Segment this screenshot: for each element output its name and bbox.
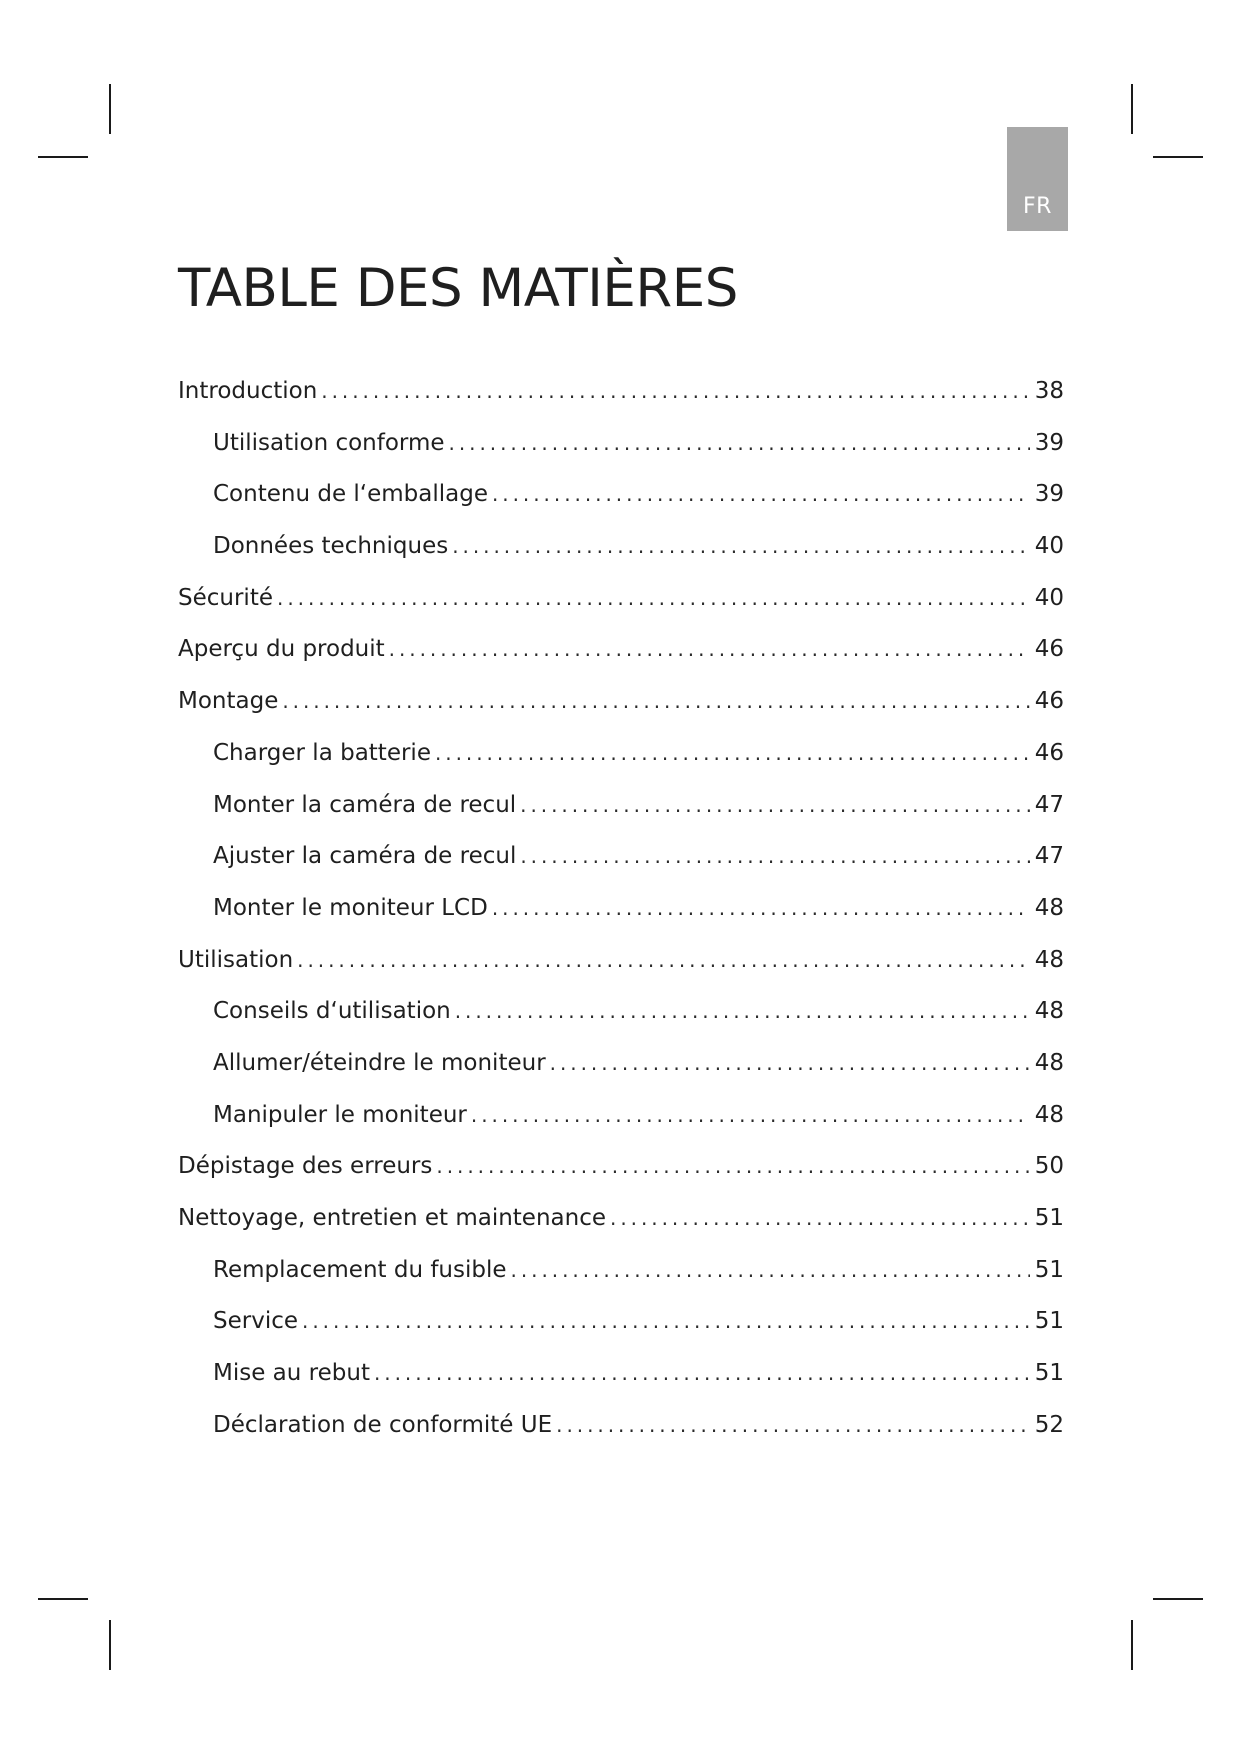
toc-entry[interactable]: [178, 883, 1064, 935]
toc-entry-label: Monter la caméra de recul: [213, 791, 517, 818]
toc-entry-page-number: 39: [1034, 429, 1064, 456]
toc-entry[interactable]: [178, 1348, 1064, 1400]
toc-entry-page-number: 48: [1034, 946, 1064, 973]
language-tab-label: FR: [1023, 194, 1052, 219]
toc-entry-page-number: 51: [1034, 1308, 1064, 1335]
crop-mark-bottom-left-horizontal: [38, 1598, 88, 1600]
toc-entry-page-number: 51: [1034, 1256, 1064, 1283]
toc-entry[interactable]: [178, 986, 1064, 1038]
toc-entry[interactable]: [178, 1038, 1064, 1090]
toc-entry-label: Déclaration de conformité UE: [213, 1411, 553, 1438]
toc-entry-label: Utilisation conforme: [213, 429, 445, 456]
toc-entry-label: Nettoyage, entretien et maintenance: [178, 1205, 606, 1231]
toc-dot-leader: [389, 624, 1030, 676]
toc-entry[interactable]: [178, 521, 1064, 573]
crop-mark-bottom-right-vertical: [1131, 1620, 1133, 1670]
toc-entry-label: Manipuler le moniteur: [213, 1101, 467, 1128]
toc-entry-label: Sécurité: [178, 584, 273, 611]
language-tab: [1007, 127, 1068, 231]
toc-entry-page-number: 51: [1034, 1205, 1064, 1231]
crop-mark-bottom-left-vertical: [109, 1620, 111, 1670]
toc-entry-label: Service: [213, 1308, 299, 1335]
toc-entry[interactable]: [178, 1245, 1064, 1297]
toc-dot-leader: [492, 883, 1030, 935]
toc-entry[interactable]: [178, 831, 1064, 883]
toc-entry-page-number: 46: [1034, 688, 1064, 715]
toc-dot-leader: [435, 728, 1030, 780]
toc-entry[interactable]: [178, 573, 1064, 625]
page-title: TABLE DES MATIÈRES: [178, 258, 738, 319]
toc-dot-leader: [520, 831, 1030, 883]
toc-dot-leader: [302, 1296, 1030, 1348]
toc-dot-leader: [277, 573, 1030, 625]
toc-entry[interactable]: [178, 624, 1064, 676]
toc-entry-label: Utilisation: [178, 946, 294, 973]
toc-entry-page-number: 38: [1034, 378, 1064, 404]
toc-dot-leader: [282, 676, 1030, 728]
toc-dot-leader: [471, 1090, 1030, 1142]
toc-entry-page-number: 39: [1034, 481, 1064, 508]
toc-entry-label: Monter le moniteur LCD: [213, 894, 488, 921]
toc-dot-leader: [556, 1400, 1030, 1452]
toc-entry-label: Conseils d‘utilisation: [213, 998, 451, 1025]
toc-entry[interactable]: [178, 728, 1064, 780]
toc-entry[interactable]: [178, 935, 1064, 987]
toc-entry-label: Mise au rebut: [213, 1360, 370, 1387]
toc-entry-label: Charger la batterie: [213, 739, 431, 766]
crop-mark-top-right-horizontal: [1153, 156, 1203, 158]
toc-entry-label: Dépistage des erreurs: [178, 1153, 433, 1180]
toc-entry-page-number: 46: [1034, 636, 1064, 663]
toc-dot-leader: [297, 935, 1030, 987]
toc-dot-leader: [452, 521, 1030, 573]
toc-entry[interactable]: [178, 418, 1064, 470]
toc-entry-page-number: 40: [1034, 584, 1064, 611]
toc-entry[interactable]: [178, 469, 1064, 521]
toc-entry-label: Aperçu du produit: [178, 636, 385, 663]
toc-entry-label: Introduction: [178, 378, 318, 404]
toc-entry-page-number: 48: [1034, 1049, 1064, 1076]
toc-entry-page-number: 47: [1034, 843, 1064, 870]
toc-dot-leader: [455, 986, 1030, 1038]
toc-entry[interactable]: [178, 1090, 1064, 1142]
crop-mark-top-left-vertical: [109, 84, 111, 134]
toc-entry-label: Données techniques: [213, 533, 449, 560]
toc-dot-leader: [610, 1193, 1030, 1245]
toc-dot-leader: [520, 780, 1030, 832]
toc-entry-page-number: 48: [1034, 1101, 1064, 1128]
toc-entry[interactable]: [178, 1193, 1064, 1245]
toc-entry[interactable]: [178, 366, 1064, 418]
crop-mark-top-right-vertical: [1131, 84, 1133, 134]
toc-entry[interactable]: [178, 1141, 1064, 1193]
toc-entry[interactable]: [178, 676, 1064, 728]
toc-entry-page-number: 47: [1034, 791, 1064, 818]
toc-entry-page-number: 48: [1034, 998, 1064, 1025]
toc-dot-leader: [492, 469, 1030, 521]
table-of-contents: [178, 366, 1064, 1451]
toc-entry-page-number: 50: [1034, 1153, 1064, 1180]
toc-dot-leader: [511, 1245, 1030, 1297]
toc-entry-label: Ajuster la caméra de recul: [213, 843, 517, 870]
toc-entry[interactable]: [178, 1400, 1064, 1452]
toc-entry-page-number: 46: [1034, 739, 1064, 766]
toc-entry[interactable]: [178, 1296, 1064, 1348]
toc-dot-leader: [449, 418, 1030, 470]
toc-dot-leader: [321, 366, 1030, 418]
toc-entry-page-number: 51: [1034, 1360, 1064, 1387]
toc-dot-leader: [436, 1141, 1030, 1193]
crop-mark-bottom-right-horizontal: [1153, 1598, 1203, 1600]
toc-entry-page-number: 48: [1034, 894, 1064, 921]
crop-mark-top-left-horizontal: [38, 156, 88, 158]
toc-dot-leader: [550, 1038, 1030, 1090]
toc-entry[interactable]: [178, 780, 1064, 832]
toc-entry-label: Montage: [178, 688, 279, 715]
toc-entry-label: Remplacement du fusible: [213, 1256, 507, 1283]
toc-entry-label: Allumer/éteindre le moniteur: [213, 1049, 546, 1076]
toc-dot-leader: [374, 1348, 1030, 1400]
toc-entry-page-number: 40: [1034, 533, 1064, 560]
toc-entry-page-number: 52: [1034, 1411, 1064, 1438]
toc-entry-label: Contenu de l‘emballage: [213, 481, 488, 508]
